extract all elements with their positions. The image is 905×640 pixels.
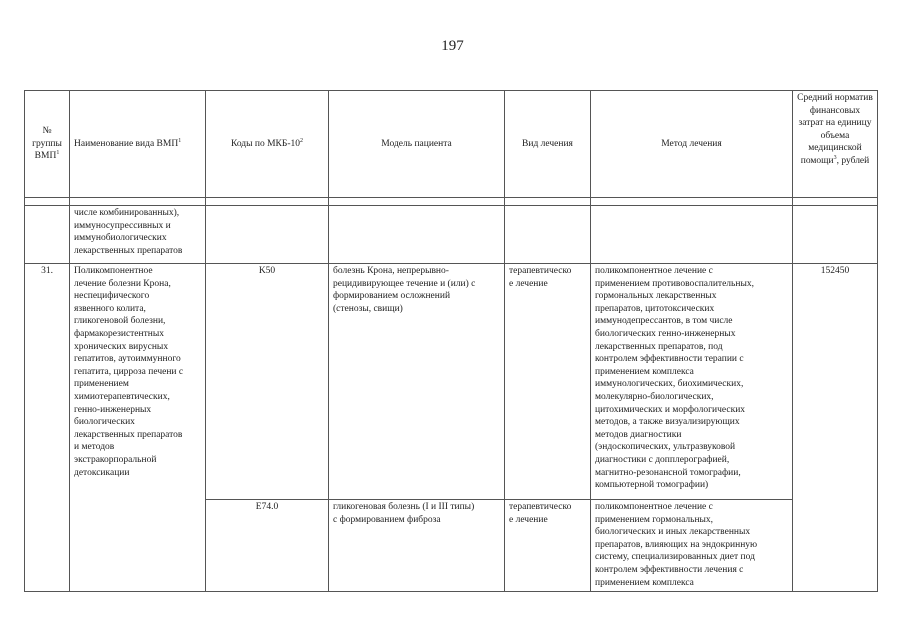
vmp-name: Поликомпонентное лечение болезни Крона, неспецифического язвенного колита, гликогеновой болезни, фармакорезистентных хронических вирусных гепатитов, аутоиммунного гепатита, цирроза печени с применением химиотерапевтических, генно-инженерных биологических лекарственных препаратов и методов экстракорпоральной детоксикации	[70, 264, 206, 592]
treatment-method: поликомпонентное лечение с применением противовоспалительных, гормональных лекарственных препаратов, цитотоксических иммунодепрессантов, в том числе биологических генно-инженерных лекарственных препаратов, под контролем эффективности терапии с применением комплекса иммунологических, биохимических, молекулярно-биологических, цитохимических и морфологических методов, а также визуализирующих методов диагностики (эндоскопических, ультразвуковой диагностики с допплерографией, магнитно-резонансной томографии, компьютерной томографии)	[591, 264, 793, 500]
table-row-31-k50	[25, 264, 878, 500]
header-row	[25, 91, 878, 198]
header-group: № группы ВМП$^1$	[25, 91, 70, 198]
header-codes: Коды по МКБ-$10^2$	[206, 91, 329, 198]
icd-code: K50	[206, 264, 329, 500]
header-method: Метод лечения	[591, 91, 793, 198]
treatment-method: поликомпонентное лечение с применением гормональных, биологических и иных лекарственных препаратов, влияющих на эндокринную систему, специализированных диет под контролем эффективности лечения с применением комплекса	[591, 500, 793, 592]
treatment-type: терапевтическо е лечение	[505, 500, 591, 592]
patient-model: болезнь Крона, непрерывно- рецидивирующее течение и (или) с формированием осложнений (стенозы, свищи)	[329, 264, 505, 500]
spacer-row	[25, 198, 878, 206]
continuation-name: числе комбинированных), иммуносупрессивных и иммунобиологических лекарственных препаратов	[70, 206, 206, 264]
header-type: Вид лечения	[505, 91, 591, 198]
vmp-table	[24, 90, 878, 592]
header-model: Модель пациента	[329, 91, 505, 198]
icd-code: E74.0	[206, 500, 329, 592]
continuation-row	[25, 206, 878, 264]
header-cost: Средний норматив финансовых затрат на единицу объема медицинской помощи$^3$, рублей	[793, 91, 878, 198]
group-number: 31.	[25, 264, 70, 592]
patient-model: гликогеновая болезнь (I и III типы) с формированием фиброза	[329, 500, 505, 592]
cost-value: 152450	[793, 264, 878, 592]
treatment-type: терапевтическо е лечение	[505, 264, 591, 500]
header-name: Наименование вида ВМП$^1$	[70, 91, 206, 198]
page-number: 197	[441, 38, 464, 54]
